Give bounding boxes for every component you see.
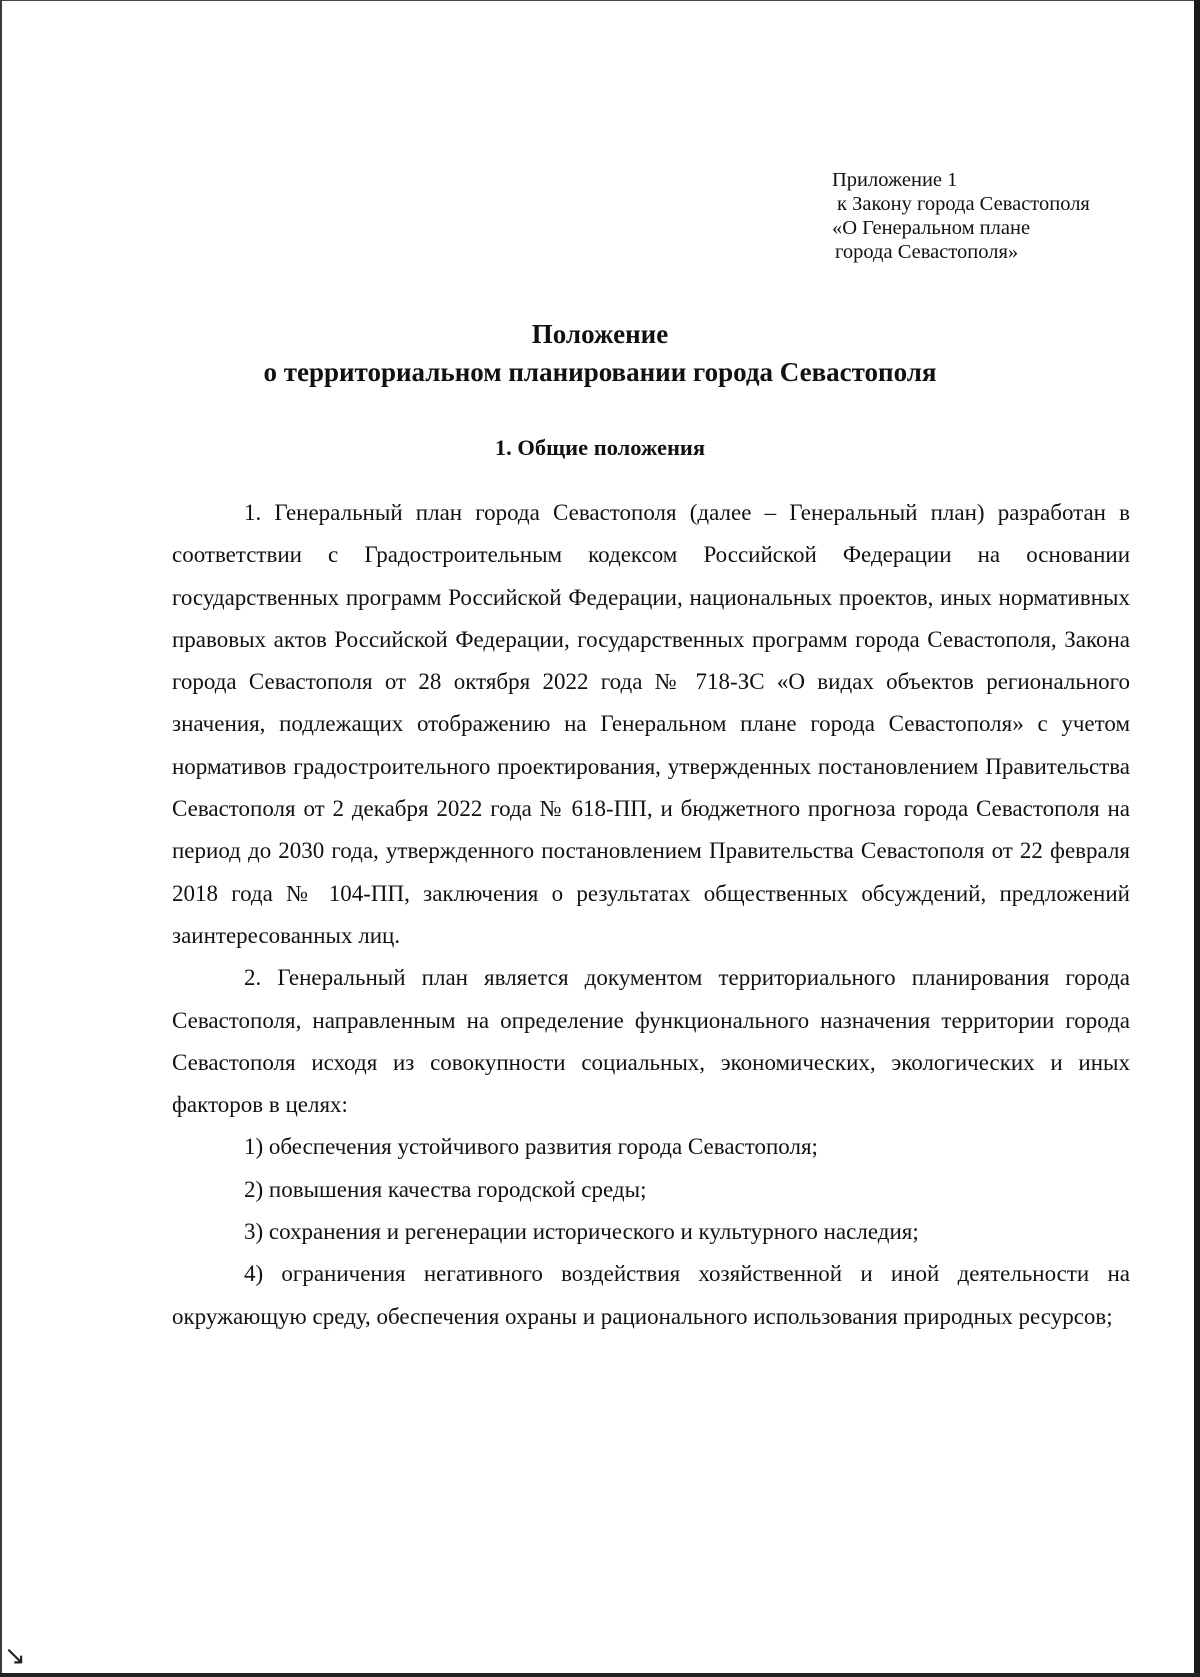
- list-item: 3) сохранения и регенерации исторического и культурного наследия;: [244, 1219, 919, 1245]
- document-title: Положение: [531, 319, 669, 349]
- appendix-line: Приложение 1: [832, 169, 958, 191]
- paragraph: 1. Генеральный план города Севастополя (далее – Генеральный план) разработан в соответствии с Градостроительным кодексом Российской Федерации на основании государственных программ Российской Федерации, национальных проектов, иных нормативных правовых актов Российской Федерации, государственных программ города Севастополя, Закона города Севастополя от 28 октября 2022 года № 718-ЗС «О видах объектов регионального значения, подлежащих отображению на Генеральном плане города Севастополя» с учетом нормативов градостроительного проектирования, утвержденных постановлением Правительства Севастополя от 2 декабря 2022 года № 618-ПП, и бюджетного прогноза города Севастополя на период до 2030 года, утвержденного постановлением Правительства Севастополя от 22 февраля 2018 года № 104-ПП, заключения о результатах общественных обсуждений, предложений заинтересованных лиц.: [172, 500, 1130, 948]
- scan-edge-top: [0, 0, 1200, 1]
- appendix-line: «О Генеральном плане: [832, 217, 1031, 239]
- scan-edge-right: [1194, 0, 1200, 1677]
- appendix-line: города Севастополя»: [835, 241, 1019, 263]
- paragraph: 2. Генеральный план является документом территориального планирования города Севастополя, направленным на определение функционального назначения территории города Севастополя исходя из совокупности социальных, экономических, экологических и иных факторов в целях:: [172, 965, 1130, 1118]
- list-item: 4) ограничения негативного воздействия хозяйственной и иной деятельности на окружающую среду, обеспечения охраны и рационального использования природных ресурсов;: [172, 1261, 1130, 1329]
- scan-edge-left: [0, 0, 2, 1677]
- scan-corner-mark-icon: ↘: [4, 1641, 26, 1671]
- list-item: 2) повышения качества городской среды;: [244, 1176, 647, 1202]
- appendix-line: к Закону города Севастополя: [837, 193, 1090, 215]
- section-heading: 1. Общие положения: [494, 435, 706, 460]
- scan-edge-bottom: [0, 1673, 1200, 1677]
- appendix-note: [832, 168, 1162, 264]
- document-subtitle: о территориальном планировании города Севастополя: [263, 357, 937, 387]
- document-body: [172, 492, 1130, 1338]
- list-item: 1) обеспечения устойчивого развития города Севастополя;: [244, 1134, 818, 1160]
